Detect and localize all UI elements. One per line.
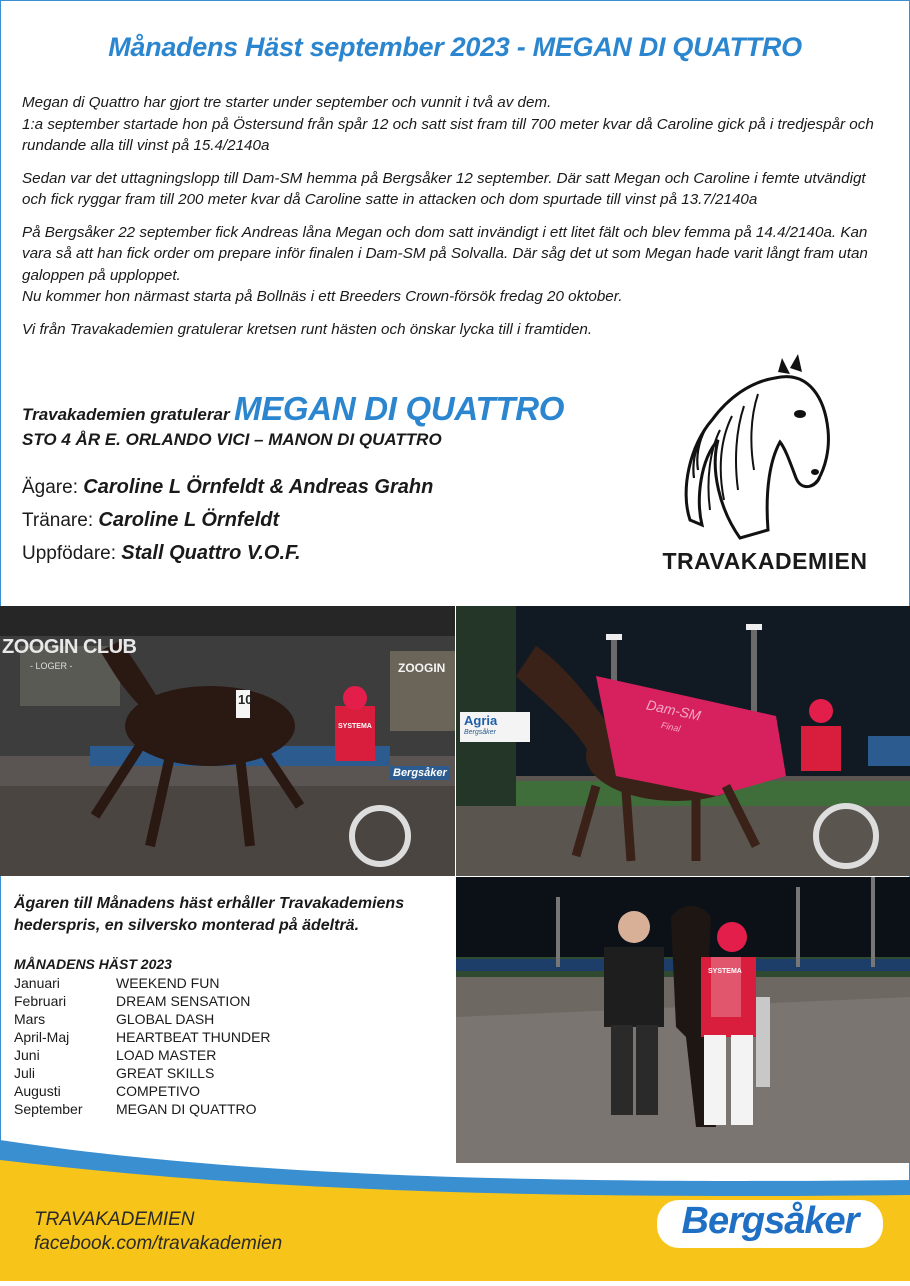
owner-label: Ägare: [22,477,78,498]
start-number: 10 [238,692,253,707]
list-item [14,1100,271,1118]
list-month: April-Maj [14,1029,70,1045]
owner-row [22,476,433,499]
breeder-label: Uppfödare: [22,543,117,564]
list-item [14,974,271,992]
list-month: Augusti [14,1083,61,1099]
agria-sign [460,712,530,742]
list-horse: DREAM SENSATION [116,993,251,1009]
page-title: Månadens Häst september 2023 - MEGAN DI QUATTRO [108,32,802,62]
bergsaker-banner: Bergsåker [390,766,450,780]
sign-zoogin: ZOOGIN [398,661,446,675]
trainer-value: Caroline L Örnfeldt [98,509,280,531]
pedigree: STO 4 ÅR E. ORLANDO VICI – MANON DI QUATTRO [22,430,442,449]
trainer-row [22,509,279,532]
list-item [14,1028,271,1046]
driver-jacket-text: SYSTEMA [338,723,372,730]
driver-jacket-text-2: SYSTEMA [708,968,742,975]
trainer-label: Tränare: [22,510,94,531]
bergsaker-logo [655,1196,885,1252]
list-horse: GREAT SKILLS [116,1065,215,1081]
race-photo-1 [0,606,455,876]
footer-text [34,1208,282,1256]
list-month: Juni [14,1047,40,1063]
article-body [22,92,882,351]
sign-loger: - LOGER - [30,661,73,671]
paragraph-4: Vi från Travakademien gratulerar kretsen runt hästen och önskar lycka till i framtiden. [22,320,593,338]
list-horse: COMPETIVO [116,1083,201,1099]
list-item [14,1010,271,1028]
footer-line-1: TRAVAKADEMIEN [34,1209,195,1230]
monthly-list [14,974,271,1118]
list-month: Februari [14,993,67,1009]
list-month: Mars [14,1011,46,1027]
agria-sign-text: Agria [464,713,498,728]
list-item [14,992,271,1010]
bergsaker-wordmark: Bergsåker [681,1200,859,1242]
horse-name: MEGAN DI QUATTRO [234,390,565,427]
congrats-heading [22,390,564,428]
list-item [14,1046,271,1064]
winner-photo [456,877,910,1163]
list-horse: GLOBAL DASH [116,1011,215,1027]
list-horse: HEARTBEAT THUNDER [116,1029,271,1045]
breeder-value: Stall Quattro V.O.F. [121,542,301,564]
sign-zoogin-club: ZOOGIN CLUB [2,636,137,658]
paragraph-1: Megan di Quattro har gjort tre starter under september och vunnit i två av dem. 1:a september startade hon på Östersund från spår 12 och satt sist fram till 700 meter kvar då Caroline gick på i tredjespår och rundande alla till vinst på 15.4/2140a [22,94,874,154]
breeder-row [22,542,301,565]
paragraph-3: På Bergsåker 22 september fick Andreas låna Megan och dom satt invändigt i ett litet fält och blev femma på 14.4/2140a. Kan vara så att han fick order om prepare inför finalen i Dam-SM på Solvalla. Där såg det ut som Megan hade varit långt fram utan galoppen på upploppet. Nu kommer hon närmast starta på Bollnäs i ett Breeders Crown-försök fredag 20 oktober. [22,223,868,305]
monthly-list-title: MÅNADENS HÄST 2023 [14,956,172,972]
congrats-lead: Travakademien gratulerar [22,405,230,424]
list-horse: MEGAN DI QUATTRO [116,1101,257,1117]
list-month: Januari [14,975,60,991]
travakademien-logo [640,350,890,580]
list-month: September [14,1101,83,1117]
owner-value: Caroline L Örnfeldt & Andreas Grahn [83,476,434,498]
horse-head-icon [640,350,890,545]
logo-wordmark: TRAVAKADEMIEN [662,548,868,574]
blanket-text: Dam-SM [644,696,703,724]
honor-text: Ägaren till Månadens häst erhåller Travakademiens hederspris, en silversko monterad på ädelträ. [14,895,405,934]
blanket-subtext: Final [660,720,682,734]
paragraph-2: Sedan var det uttagningslopp till Dam-SM hemma på Bergsåker 12 september. Där satt Megan och Caroline i femte utvändigt och fick ryggar fram till 200 meter kvar då Caroline satte in attacken och dom spurtade till vinst på 13.7/2140a [22,169,866,208]
list-horse: LOAD MASTER [116,1047,217,1063]
list-item [14,1064,271,1082]
race-photo-2 [456,606,910,876]
list-month: Juli [14,1065,36,1081]
footer-facebook-link[interactable]: facebook.com/travakademien [34,1233,283,1254]
agria-sign-sub: Bergsåker [464,729,496,736]
list-item [14,1082,271,1100]
list-horse: WEEKEND FUN [116,975,220,991]
